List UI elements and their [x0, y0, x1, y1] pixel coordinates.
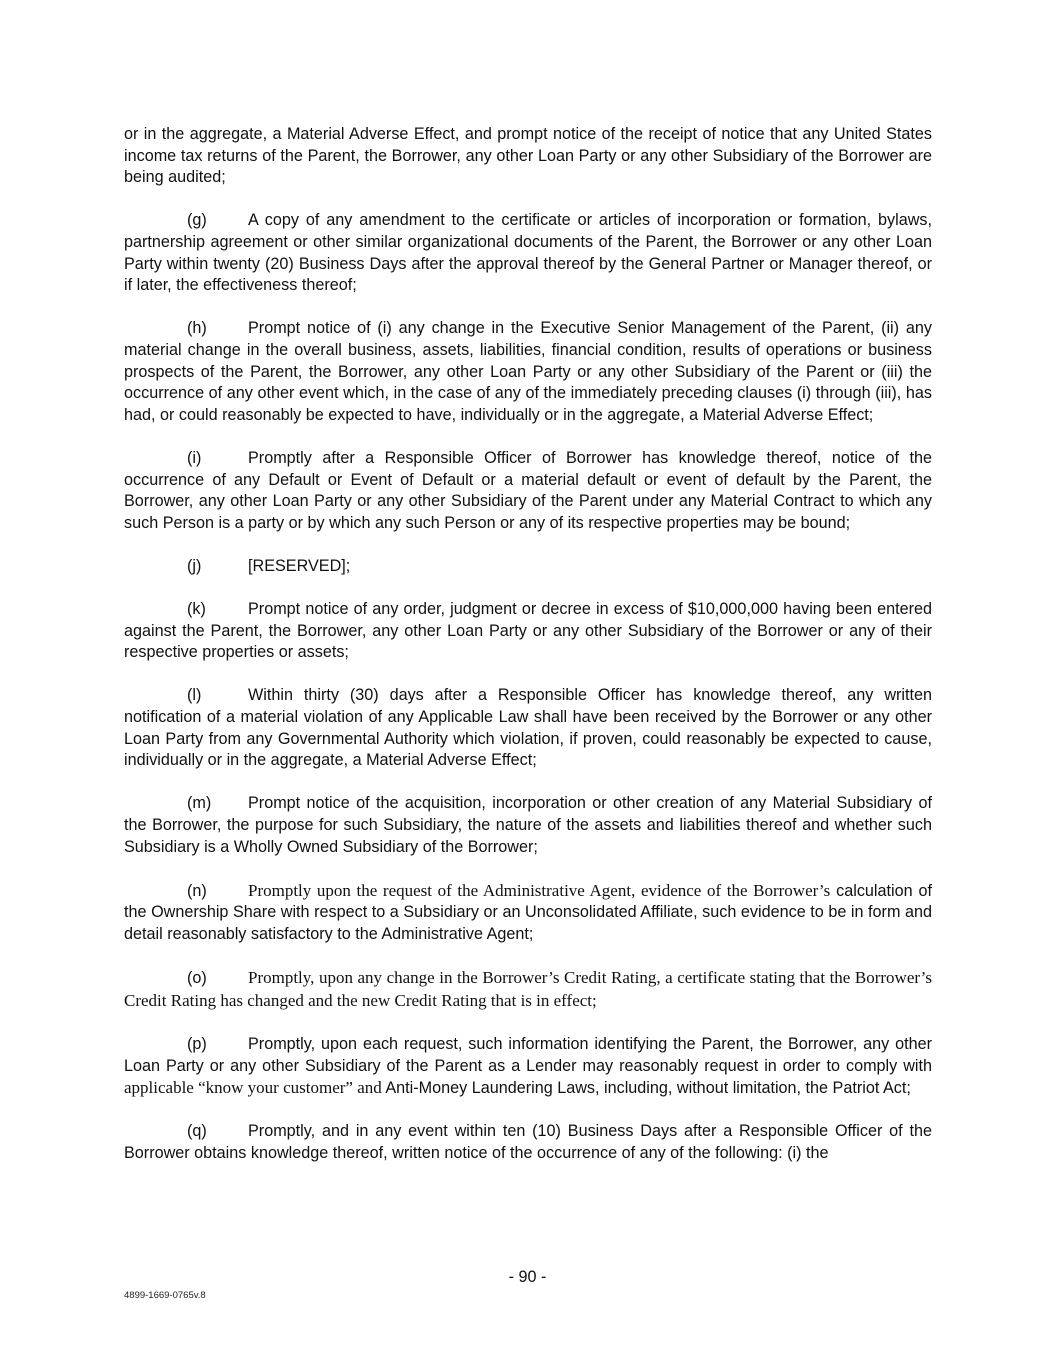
clause-label: (i): [187, 448, 202, 467]
paragraph-h: (h) Prompt notice of (i) any change in the Executive Senior Management of the Parent, (ii) any material change in the overall business, assets, liabilities, financial condition, results of operations or business prospects of the Parent, the Borrower, any other Loan Party or any other Subsidiary of the Parent or (iii) the occurrence of any other event which, in the case of any of the immediately preceding clauses (i) through (iii), has had, or could reasonably be expected to have, individually or in the aggregate, a Material Adverse Effect;: [124, 319, 932, 424]
clause-label: (k): [187, 600, 206, 619]
paragraph-j: (j) [RESERVED];: [124, 556, 932, 578]
paragraph-o: (o) Promptly, upon any change in the Borrower’s Credit Rating, a certificate stating that the Borrower’s Credit Rating has changed and the new Credit Rating that is in effect;: [124, 968, 932, 1010]
paragraph-i: (i) Promptly after a Responsible Officer of Borrower has knowledge thereof, notice of the occurrence of any Default or Event of Default or a material default or event of default by the Parent, the Borrower, any other Loan Party or any other Subsidiary of the Parent under any Material Contract to which any such Person is a party or by which any such Person or any of its respective properties may be bound;: [124, 448, 932, 532]
paragraph-g: (g) A copy of any amendment to the certificate or articles of incorporation or formation, bylaws, partnership agreement or other similar organizational documents of the Parent, the Borrower or any other Loan Party within twenty (20) Business Days after the approval thereof by the General Partner or Manager thereof, or if later, the effectiveness thereof;: [124, 211, 932, 295]
body-text: [124, 124, 932, 1186]
clause-label: (g): [187, 211, 207, 230]
paragraph-l: (l) Within thirty (30) days after a Responsible Officer has knowledge thereof, any written notification of a material violation of any Applicable Law shall have been received by the Borrower or any other Loan Party from any Governmental Authority which violation, if proven, could reasonably be expected to cause, individually or in the aggregate, a Material Adverse Effect;: [124, 686, 932, 770]
document-id: 4899-1669-0765v.8: [124, 1290, 206, 1301]
paragraph-continuation: or in the aggregate, a Material Adverse Effect, and prompt notice of the receipt of notice that any United States income tax returns of the Parent, the Borrower, any other Loan Party or any other Subsidiary of the Borrower are being audited;: [124, 125, 932, 187]
clause-label: (j): [187, 556, 202, 575]
clause-label: (m): [187, 794, 212, 813]
clause-label: (l): [187, 686, 202, 705]
clause-label: (h): [187, 319, 207, 338]
page-number: - 90 -: [508, 1268, 547, 1286]
paragraph-q: (q) Promptly, and in any event within ten (10) Business Days after a Responsible Officer of the Borrower obtains knowledge thereof, written notice of the occurrence of any of the following: (i) the: [124, 1122, 932, 1162]
clause-label: (q): [187, 1122, 207, 1141]
paragraph-m: (m) Prompt notice of the acquisition, incorporation or other creation of any Material Subsidiary of the Borrower, the purpose for such Subsidiary, the nature of the assets and liabilities thereof and whether such Subsidiary is a Wholly Owned Subsidiary of the Borrower;: [124, 794, 932, 856]
paragraph-p: (p) Promptly, upon each request, such information identifying the Parent, the Borrower, any other Loan Party or any other Subsidiary of the Parent as a Lender may reasonably request in order to comply with applicable “know your customer” and Anti-Money Laundering Laws, including, without limitation, the Patriot Act;: [124, 1034, 932, 1098]
clause-label: (n): [187, 881, 207, 900]
paragraph-n: (n) Promptly upon the request of the Administrative Agent, evidence of the Borrower’s calculation of the Ownership Share with respect to a Subsidiary or an Unconsolidated Affiliate, such evidence to be in form and detail reasonably satisfactory to the Administrative Agent;: [124, 880, 932, 943]
clause-label: (p): [187, 1034, 207, 1053]
paragraph-k: (k) Prompt notice of any order, judgment or decree in excess of $10,000,000 having been entered against the Parent, the Borrower, any other Loan Party or any other Subsidiary of the Borrower or any of their respective properties or assets;: [124, 600, 932, 662]
clause-label: (o): [187, 969, 207, 988]
